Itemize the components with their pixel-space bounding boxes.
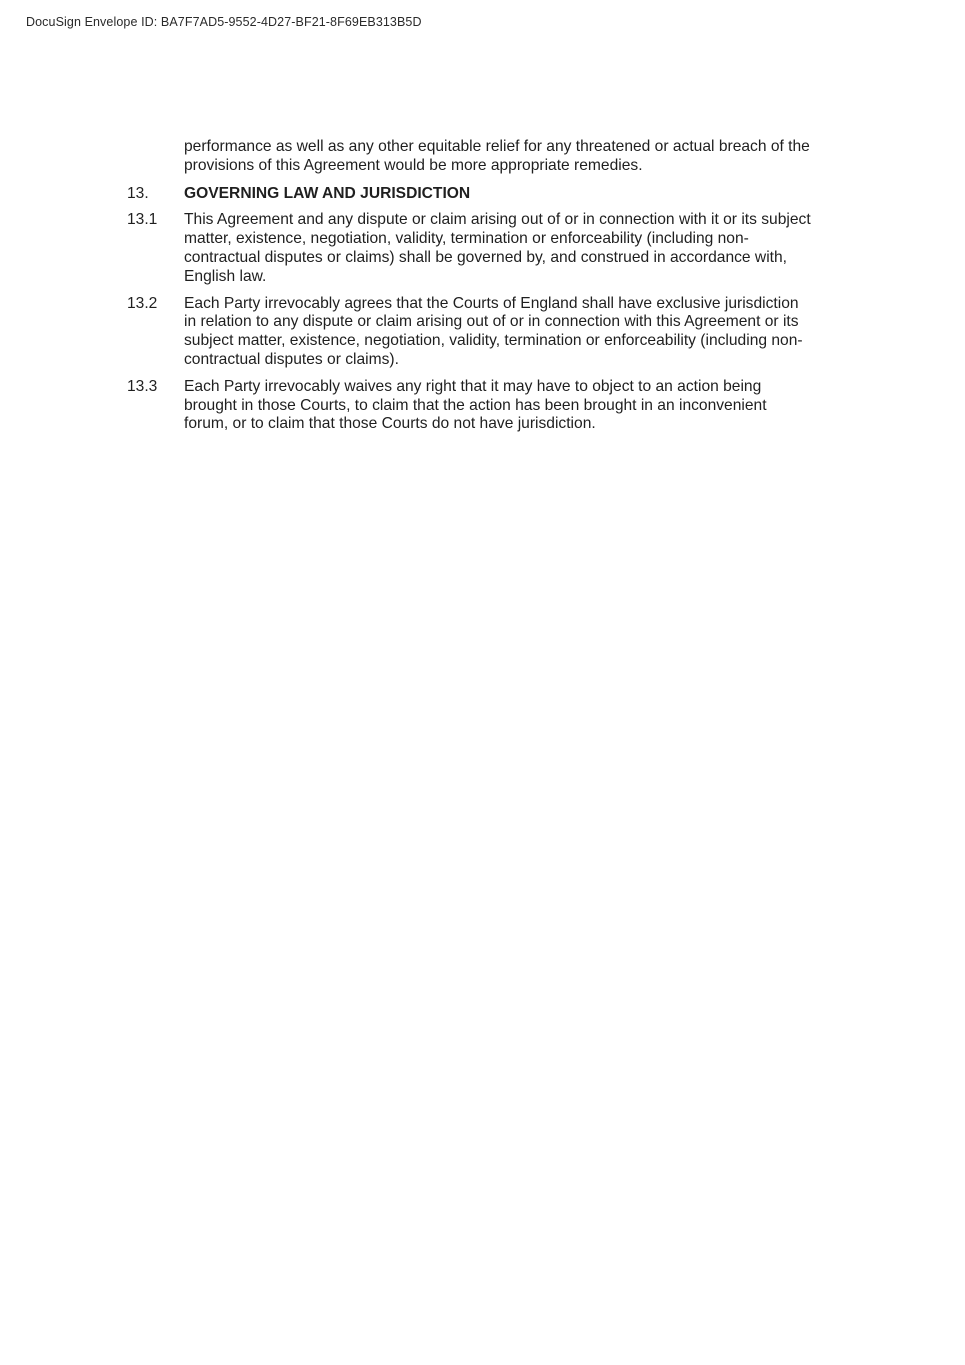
clause-13-1 — [127, 211, 847, 286]
paragraph-line: provisions of this Agreement would be more appropriate remedies. — [184, 156, 643, 174]
clause-number: 13.3 — [127, 377, 158, 395]
section-title: GOVERNING LAW AND JURISDICTION — [184, 184, 471, 202]
clause-line: Each Party irrevocably waives any right that it may have to object to an action being — [184, 377, 762, 395]
paragraph-line: performance as well as any other equitable relief for any threatened or actual breach of the — [184, 138, 810, 155]
clause-line: forum, or to claim that those Courts do not have jurisdiction. — [184, 415, 596, 433]
clause-line: Each Party irrevocably agrees that the Courts of England shall have exclusive jurisdiction — [184, 294, 799, 312]
clause-line: subject matter, existence, negotiation, validity, termination or enforceability (including non- — [184, 332, 803, 350]
envelope-id: DocuSign Envelope ID: BA7F7AD5-9552-4D27-BF21-8F69EB313B5D — [26, 15, 422, 29]
continuation-paragraph — [184, 138, 847, 176]
clause-line: contractual disputes or claims). — [184, 350, 399, 368]
clause-line: English law. — [184, 267, 267, 285]
clause-line: contractual disputes or claims) shall be governed by, and construed in accordance with, — [184, 248, 787, 266]
clause-line: in relation to any dispute or claim arising out of or in connection with this Agreement or its — [184, 313, 799, 331]
clause-line: brought in those Courts, to claim that the action has been brought in an inconvenient — [184, 396, 767, 414]
clause-line: This Agreement and any dispute or claim arising out of or in connection with it or its subject — [184, 211, 811, 229]
section-heading — [127, 185, 847, 204]
clause-text — [184, 211, 847, 286]
section-number: 13. — [127, 184, 149, 202]
clause-number: 13.1 — [127, 211, 158, 229]
clause-13-3 — [127, 378, 847, 434]
document-body — [127, 138, 847, 442]
clause-text — [184, 295, 847, 370]
clause-line: matter, existence, negotiation, validity, termination or enforceability (including non- — [184, 230, 749, 248]
clause-13-2 — [127, 295, 847, 370]
clause-text — [184, 378, 847, 434]
clause-number: 13.2 — [127, 294, 158, 312]
